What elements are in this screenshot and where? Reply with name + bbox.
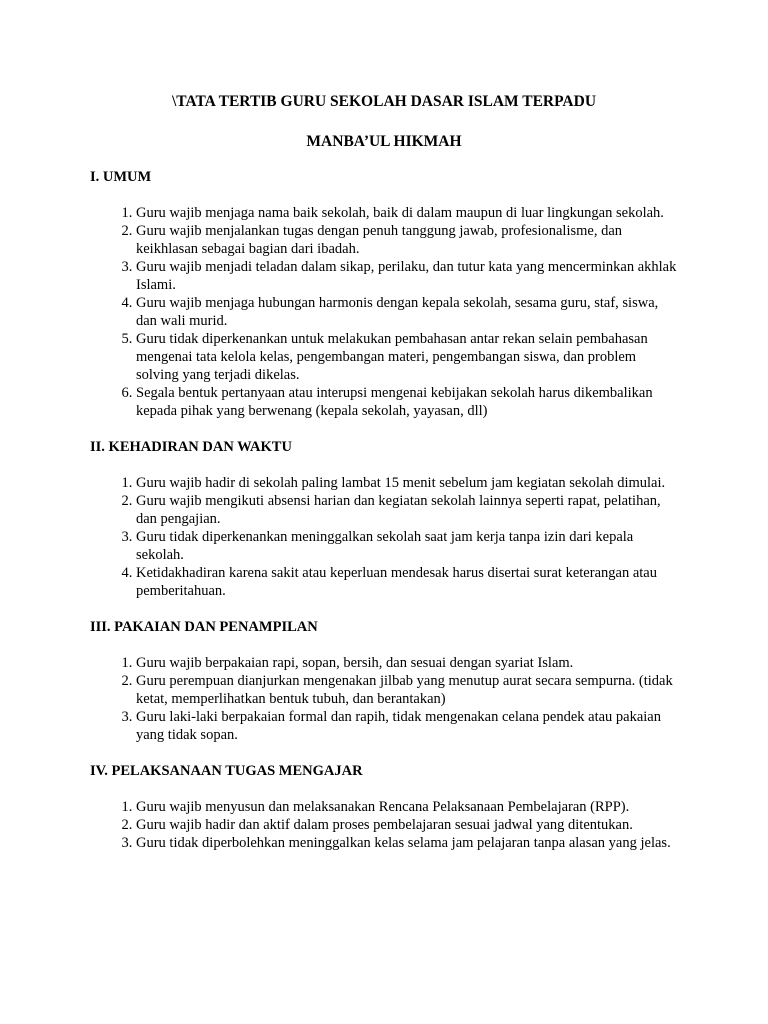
rule-item: 6. Segala bentuk pertanyaan atau interupsi mengenai kebijakan sekolah harus dikembalikan kepada pihak yang berwenang (kepala sekolah, yayasan, dll) (136, 384, 678, 420)
document-body (90, 168, 678, 852)
rule-item: 1. Guru wajib menyusun dan melaksanakan Rencana Pelaksanaan Pembelajaran (RPP). (136, 798, 678, 816)
section-heading: I. UMUM (90, 169, 152, 185)
rule-item: 1. Guru wajib menjaga nama baik sekolah, baik di dalam maupun di luar lingkungan sekolah. (136, 204, 678, 222)
rule-list (90, 474, 678, 600)
rule-item: 2. Guru wajib hadir dan aktif dalam proses pembelajaran sesuai jadwal yang ditentukan. (136, 816, 678, 834)
document-title: \TATA TERTIB GURU SEKOLAH DASAR ISLAM TERPADU (171, 93, 597, 110)
section-heading: II. KEHADIRAN DAN WAKTU (90, 439, 292, 455)
rule-item: 2. Guru perempuan dianjurkan mengenakan jilbab yang menutup aurat secara sempurna. (tidak ketat, memperlihatkan bentuk tubuh, dan berantakan) (136, 672, 678, 708)
rule-item: 3. Guru tidak diperkenankan meninggalkan sekolah saat jam kerja tanpa izin dari kepala sekolah. (136, 528, 678, 564)
rule-item: 2. Guru wajib menjalankan tugas dengan penuh tanggung jawab, profesionalisme, dan keikhlasan sebagai bagian dari ibadah. (136, 222, 678, 258)
rule-item: 3. Guru laki-laki berpakaian formal dan rapih, tidak mengenakan celana pendek atau pakaian yang tidak sopan. (136, 708, 678, 744)
rule-list (90, 204, 678, 420)
rule-item: 4. Ketidakhadiran karena sakit atau keperluan mendesak harus disertai surat keterangan atau pemberitahuan. (136, 564, 678, 600)
section-heading: III. PAKAIAN DAN PENAMPILAN (90, 619, 318, 635)
rule-list (90, 798, 678, 852)
rule-list (90, 654, 678, 744)
rule-item: 1. Guru wajib berpakaian rapi, sopan, bersih, dan sesuai dengan syariat Islam. (136, 654, 678, 672)
rule-item: 2. Guru wajib mengikuti absensi harian dan kegiatan sekolah lainnya seperti rapat, pelatihan, dan pengajian. (136, 492, 678, 528)
document-subtitle: MANBA’UL HIKMAH (306, 133, 462, 150)
rule-item: 3. Guru tidak diperbolehkan meninggalkan kelas selama jam pelajaran tanpa alasan yang jelas. (136, 834, 678, 852)
rule-item: 3. Guru wajib menjadi teladan dalam sikap, perilaku, dan tutur kata yang mencerminkan akhlak Islami. (136, 258, 678, 294)
rule-item: 1. Guru wajib hadir di sekolah paling lambat 15 menit sebelum jam kegiatan sekolah dimulai. (136, 474, 678, 492)
rule-item: 4. Guru wajib menjaga hubungan harmonis dengan kepala sekolah, sesama guru, staf, siswa, dan wali murid. (136, 294, 678, 330)
section-heading: IV. PELAKSANAAN TUGAS MENGAJAR (90, 763, 363, 779)
rule-item: 5. Guru tidak diperkenankan untuk melakukan pembahasan antar rekan selain pembahasan mengenai tata kelola kelas, pengembangan materi, pengembangan siswa, dan problem solving yang terjadi dikelas. (136, 330, 678, 384)
